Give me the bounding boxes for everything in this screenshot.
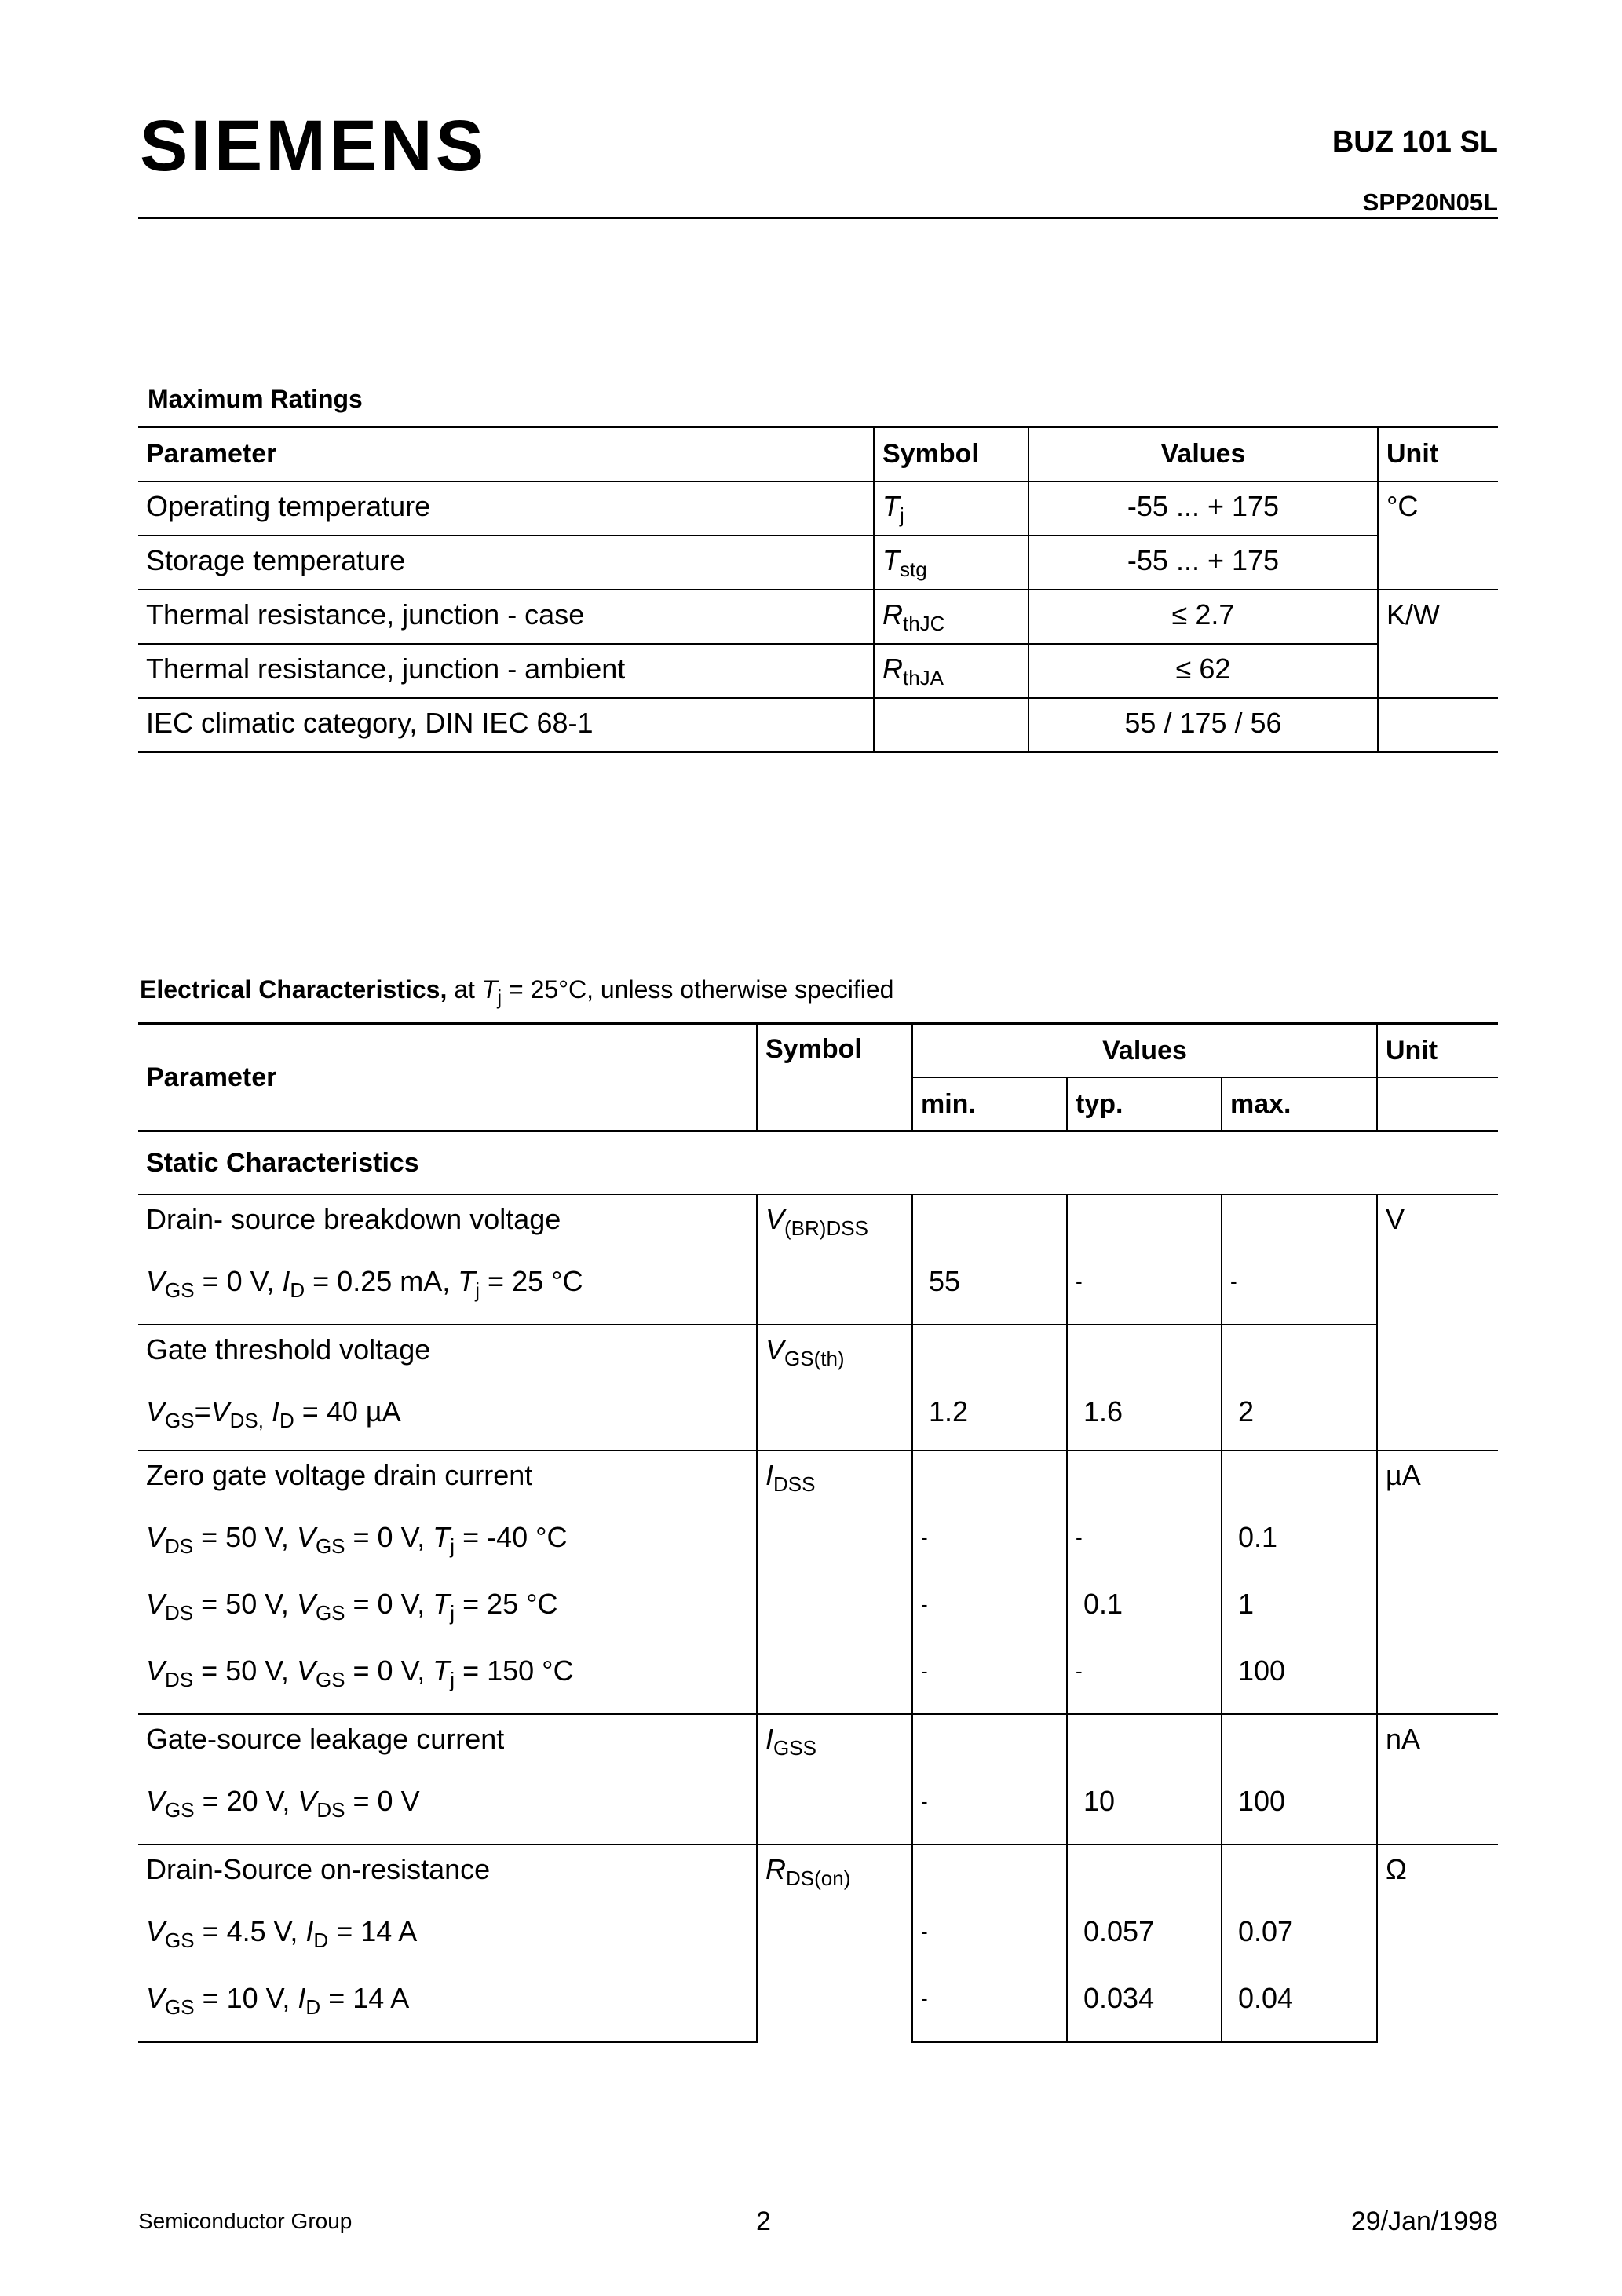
- electrical-title-rest: = 25°C, unless otherwise specified: [502, 975, 894, 1004]
- min-value-cell: -: [912, 1647, 1067, 1714]
- param-cell: Gate threshold voltage: [138, 1325, 757, 1387]
- blank-cell: [1067, 1325, 1222, 1387]
- param-cell: IEC climatic category, DIN IEC 68-1: [138, 698, 874, 752]
- typ-value-cell: 0.034: [1067, 1974, 1222, 2042]
- symbol-cell: [874, 644, 1028, 698]
- max-value-cell: 0.1: [1222, 1513, 1377, 1580]
- max-value-cell: 0.07: [1222, 1907, 1377, 1974]
- symbol-subscript: GS(th): [784, 1347, 845, 1370]
- blank-cell: [912, 1844, 1067, 1907]
- param-cell: Gate-source leakage current: [138, 1714, 757, 1777]
- symbol-subscript: DS(on): [786, 1866, 851, 1890]
- max-value-cell: -: [1222, 1257, 1377, 1325]
- ec-col-symbol: Symbol: [757, 1024, 912, 1132]
- blank-cell: [1222, 1714, 1377, 1777]
- typ-value-cell: -: [1067, 1647, 1222, 1714]
- electrical-title: [140, 975, 894, 1009]
- ec-col-unit-blank: [1377, 1077, 1498, 1132]
- symbol-subscript: stg: [900, 557, 927, 581]
- max-ratings-title: Maximum Ratings: [148, 385, 363, 413]
- blank-cell: [1067, 1844, 1222, 1907]
- unit-cell: nA: [1377, 1714, 1498, 1844]
- param-cell: Drain-Source on-resistance: [138, 1844, 757, 1907]
- max-ratings-row: [138, 644, 1498, 698]
- condition-cell: $V_{DS} = 50$ V, $V_{GS} = 0$ V, $T_j = 150$ °C: [146, 1654, 574, 1691]
- max-value-cell: 100: [1222, 1647, 1377, 1714]
- footer-page-number: 2: [756, 2206, 771, 2236]
- blank-cell: [1222, 1194, 1377, 1257]
- value-cell: -55 ... + 175: [1028, 481, 1378, 536]
- symbol-letter: R: [882, 652, 903, 685]
- footer-company: Semiconductor Group: [138, 2209, 353, 2233]
- unit-cell: V: [1377, 1194, 1498, 1450]
- condition-cell: $V_{DS} = 50$ V, $V_{GS} = 0$ V, $T_j = -40$ °C: [146, 1521, 568, 1558]
- symbol-subscript: thJA: [903, 665, 944, 689]
- min-value-cell: -: [912, 1974, 1067, 2042]
- value-cell: ≤ 62: [1028, 644, 1378, 698]
- brand-logo: SIEMENS: [140, 106, 488, 186]
- max-value-cell: 0.04: [1222, 1974, 1377, 2042]
- value-cell: 55 / 175 / 56: [1028, 698, 1378, 752]
- symbol-cell: [757, 1844, 912, 2042]
- symbol-cell: [874, 481, 1028, 536]
- col-parameter: Parameter: [138, 427, 874, 481]
- symbol-letter: R: [882, 598, 903, 631]
- min-value-cell: 1.2: [912, 1387, 1067, 1450]
- param-cell: Zero gate voltage drain current: [138, 1450, 757, 1513]
- unit-cell: µA: [1377, 1450, 1498, 1714]
- symbol-subscript: DSS: [773, 1472, 816, 1496]
- min-value-cell: -: [912, 1580, 1067, 1647]
- ec-col-typ: typ.: [1067, 1077, 1222, 1132]
- blank-cell: [1067, 1194, 1222, 1257]
- min-value-cell: -: [912, 1513, 1067, 1580]
- condition-cell: $V_{GS} = 4.5$ V, $I_D = 14$ A: [146, 1915, 418, 1952]
- footer-date: 29/Jan/1998: [1350, 2206, 1498, 2236]
- symbol-cell: [757, 1450, 912, 1714]
- symbol-cell: [757, 1194, 912, 1325]
- condition-cell: $V_{GS} = 0$ V, $I_D = 0.25$ mA, $T_j = 25$ °C: [146, 1265, 583, 1302]
- condition-cell: $V_{DS} = 50$ V, $V_{GS} = 0$ V, $T_j = 25$ °C: [146, 1588, 558, 1625]
- max-value-cell: 2: [1222, 1387, 1377, 1450]
- param-cell: Storage temperature: [138, 536, 874, 590]
- symbol-letter: I: [765, 1723, 774, 1755]
- unit-cell: K/W: [1378, 590, 1498, 698]
- unit-cell: Ω: [1377, 1844, 1498, 2042]
- symbol-letter: T: [882, 489, 900, 522]
- symbol-cell: [757, 1714, 912, 1844]
- blank-cell: [1222, 1325, 1377, 1387]
- symbol-subscript: thJC: [903, 611, 945, 635]
- ec-col-parameter: Parameter: [138, 1024, 757, 1132]
- group-row: [138, 1450, 1498, 1513]
- blank-cell: [912, 1450, 1067, 1513]
- max-ratings-row: [138, 590, 1498, 644]
- value-cell: ≤ 2.7: [1028, 590, 1378, 644]
- electrical-title-t-sub: j: [497, 985, 502, 1009]
- typ-value-cell: 1.6: [1067, 1387, 1222, 1450]
- col-unit: Unit: [1378, 427, 1498, 481]
- min-value-cell: -: [912, 1777, 1067, 1844]
- ec-col-unit: Unit: [1377, 1024, 1498, 1078]
- min-value-cell: -: [912, 1907, 1067, 1974]
- typ-value-cell: -: [1067, 1257, 1222, 1325]
- group-row: [138, 1714, 1498, 1777]
- blank-cell: [1222, 1450, 1377, 1513]
- symbol-subscript: GSS: [773, 1736, 816, 1760]
- electrical-title-at: at: [447, 975, 482, 1004]
- ec-col-min: min.: [912, 1077, 1067, 1132]
- symbol-subscript: (BR)DSS: [784, 1216, 868, 1240]
- blank-cell: [1067, 1450, 1222, 1513]
- electrical-title-t: T: [481, 975, 498, 1004]
- part-number: BUZ 101 SL: [1332, 126, 1498, 159]
- blank-cell: [1067, 1714, 1222, 1777]
- blank-cell: [1222, 1844, 1377, 1907]
- condition-cell: $V_{GS}=V_{DS,}$ $I_D = 40$ µA: [146, 1395, 401, 1432]
- max-ratings-row: [138, 481, 1498, 536]
- symbol-cell: [874, 536, 1028, 590]
- min-value-cell: 55: [912, 1257, 1067, 1325]
- symbol-subscript: j: [900, 503, 904, 527]
- blank-cell: [912, 1325, 1067, 1387]
- header-rule: [138, 217, 1498, 219]
- symbol-letter: R: [765, 1853, 786, 1885]
- blank-cell: [912, 1714, 1067, 1777]
- electrical-table: [138, 1022, 1498, 2043]
- typ-value-cell: 0.057: [1067, 1907, 1222, 1974]
- value-cell: -55 ... + 175: [1028, 536, 1378, 590]
- typ-value-cell: 0.1: [1067, 1580, 1222, 1647]
- symbol-letter: V: [765, 1333, 785, 1366]
- alt-part-number: SPP20N05L: [1362, 188, 1498, 216]
- blank-cell: [912, 1194, 1067, 1257]
- max-value-cell: 100: [1222, 1777, 1377, 1844]
- max-ratings-row: [138, 536, 1498, 590]
- condition-cell: $V_{GS} = 10$ V, $I_D = 14$ A: [138, 1974, 757, 2042]
- col-values: Values: [1028, 427, 1378, 481]
- static-characteristics-heading: Static Characteristics: [146, 1147, 419, 1178]
- param-cell: Thermal resistance, junction - ambient: [138, 644, 874, 698]
- symbol-cell: [874, 590, 1028, 644]
- param-cell: Drain- source breakdown voltage: [138, 1194, 757, 1257]
- unit-cell: °C: [1378, 481, 1498, 590]
- ec-col-max: max.: [1222, 1077, 1377, 1132]
- max-ratings-table: [138, 426, 1498, 753]
- condition-cell: $V_{GS} = 20$ V, $V_{DS} = 0$ V: [146, 1785, 420, 1822]
- max-ratings-row: [138, 698, 1498, 752]
- symbol-letter: V: [765, 1203, 785, 1235]
- typ-value-cell: 10: [1067, 1777, 1222, 1844]
- symbol-cell: [757, 1325, 912, 1450]
- symbol-letter: T: [882, 543, 900, 576]
- group-row: [138, 1844, 1498, 1907]
- typ-value-cell: -: [1067, 1513, 1222, 1580]
- group-row: [138, 1194, 1498, 1257]
- col-symbol: Symbol: [874, 427, 1028, 481]
- param-cell: Thermal resistance, junction - case: [138, 590, 874, 644]
- symbol-letter: I: [765, 1459, 774, 1491]
- ec-col-values: Values: [912, 1024, 1377, 1078]
- unit-cell: [1378, 698, 1498, 752]
- max-value-cell: 1: [1222, 1580, 1377, 1647]
- symbol-cell: [874, 698, 1028, 752]
- param-cell: Operating temperature: [146, 489, 431, 522]
- electrical-title-bold: Electrical Characteristics,: [140, 975, 448, 1004]
- group-row: [138, 1325, 1498, 1387]
